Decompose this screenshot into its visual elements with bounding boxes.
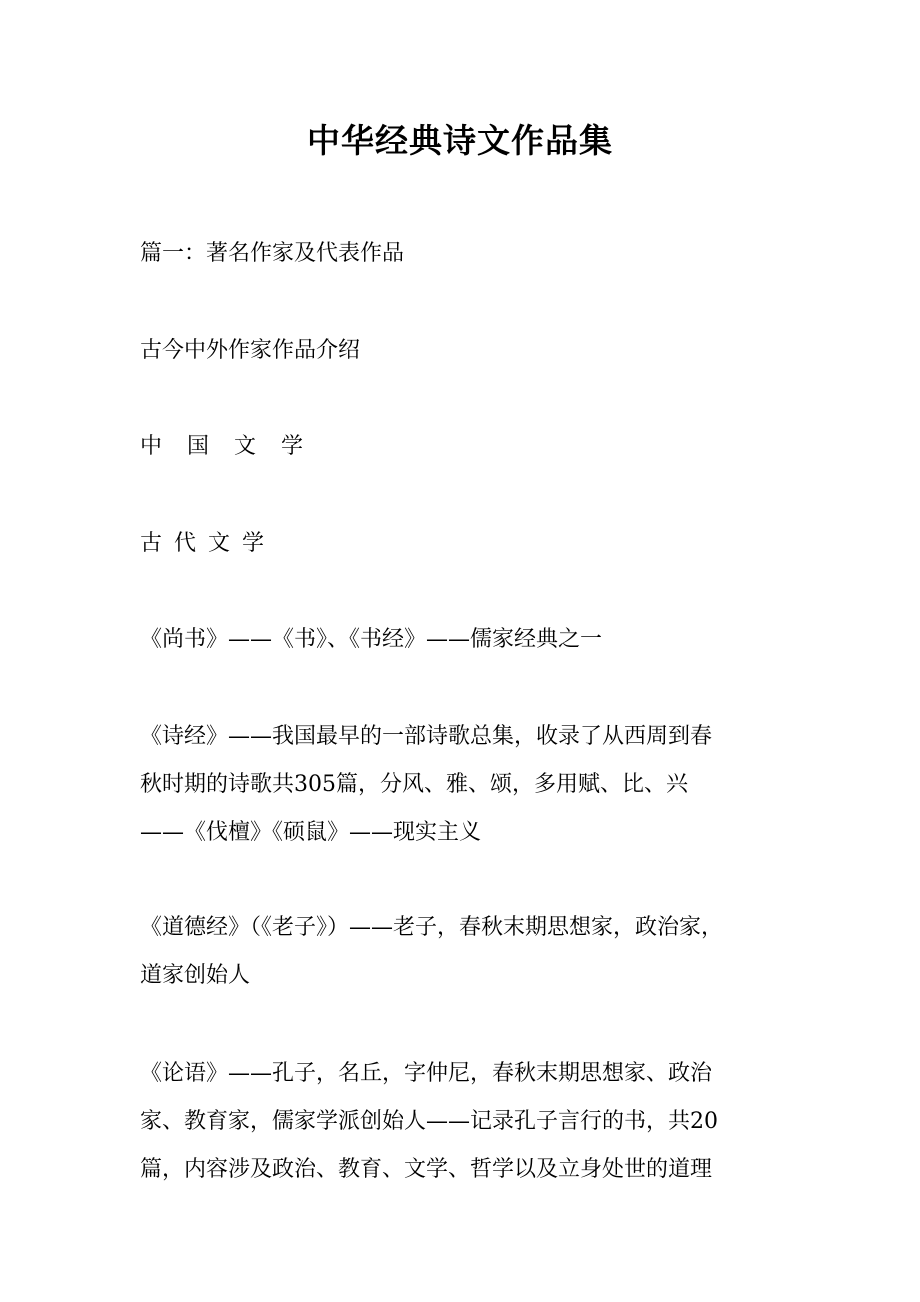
paragraph-chinese-literature [140,423,790,471]
text-line: 家、教育家，儒家学派创始人——记录孔子言行的书，共20 [140,1109,718,1134]
text-line: 《诗经》——我国最早的一部诗歌总集，收录了从西周到春 [140,724,713,749]
paragraph-intro [140,327,790,375]
text-line: 中国文学 [140,434,329,459]
text-line: 《尚书》——《书》、《书经》——儒家经典之一 [140,627,603,652]
text-line: 篇，内容涉及政治、教育、文学、哲学以及立身处世的道理 [140,1157,713,1182]
paragraph-shijing [140,713,790,857]
text-line: 秋时期的诗歌共305篇，分风、雅、颂，多用赋、比、兴 [140,772,688,797]
paragraph-lunyu [140,1050,790,1194]
text-line: 《论语》——孔子，名丘，字仲尼，春秋末期思想家、政治 [140,1061,713,1086]
text-line: 道家创始人 [140,963,251,988]
paragraph-ancient-literature [140,520,790,568]
text-line: 古代文学 [140,531,277,556]
paragraph-daodejing [140,904,790,1000]
paragraph-shangshu [140,616,790,664]
text-line: 《道德经》（《老子》）——老子，春秋末期思想家，政治家， [140,915,724,940]
text-line: ——《伐檀》《硕鼠》——现实主义 [140,820,482,845]
paragraph-section-heading [140,230,790,278]
text-line: 古今中外作家作品介绍 [140,338,361,363]
document-title: 中华经典诗文作品集 [307,121,613,160]
text-line: 篇一：著名作家及代表作品 [140,241,405,266]
